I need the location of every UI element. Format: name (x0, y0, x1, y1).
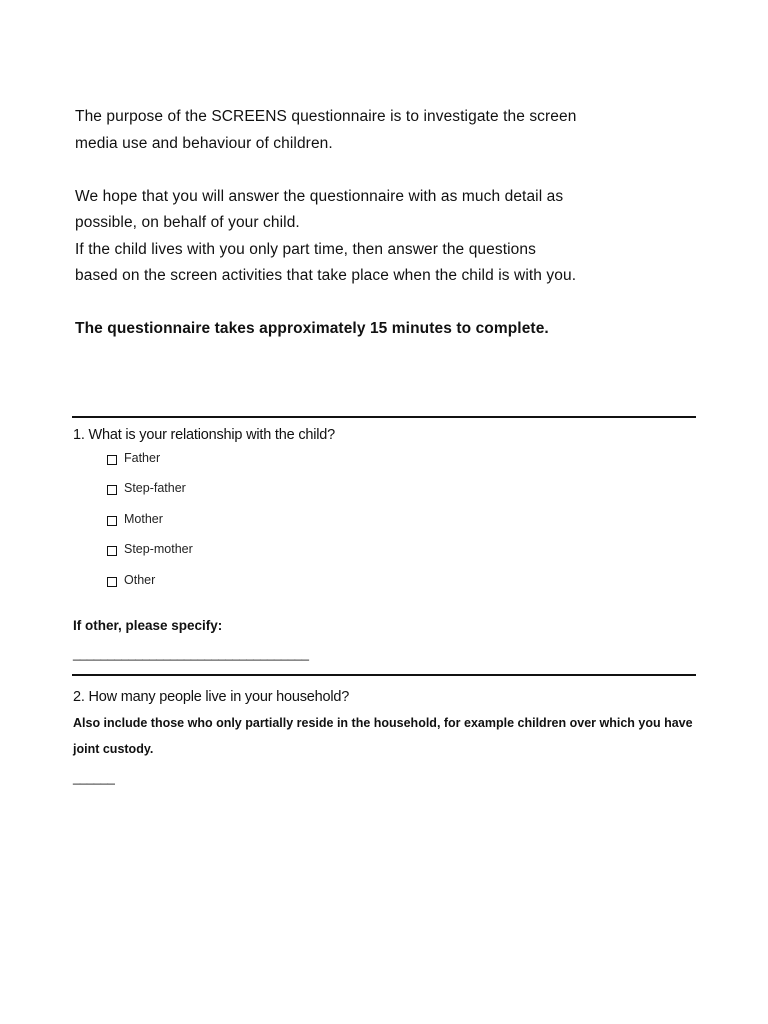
intro-line: media use and behaviour of children. (75, 134, 333, 152)
question-1-options (107, 451, 193, 603)
option-step-father[interactable] (107, 481, 193, 511)
option-label: Step-mother (124, 542, 193, 557)
section-divider (72, 674, 696, 676)
option-label: Father (124, 451, 161, 465)
checkbox[interactable] (107, 516, 117, 526)
section-divider (72, 416, 696, 418)
other-specify-field[interactable]: __________________________________ (73, 646, 309, 661)
duration-note: The questionnaire takes approximately 15 minutes to complete. (75, 320, 549, 337)
household-count-field[interactable]: ______ (73, 770, 115, 785)
intro-line: based on the screen activities that take place when the child is with you. (75, 267, 577, 284)
intro-line: possible, on behalf of your child. (75, 214, 300, 231)
intro-text (75, 104, 695, 343)
intro-line: We hope that you will answer the questionnaire with as much detail as (75, 187, 564, 205)
checkbox[interactable] (107, 577, 117, 587)
checkbox[interactable] (107, 455, 117, 465)
option-father[interactable] (107, 451, 193, 481)
intro-line: The purpose of the SCREENS questionnaire is to investigate the screen (75, 108, 577, 125)
option-mother[interactable] (107, 512, 193, 542)
option-label: Other (124, 572, 156, 587)
checkbox[interactable] (107, 546, 117, 556)
question-1-title: 1. What is your relationship with the child? (73, 427, 335, 443)
option-label: Mother (124, 511, 163, 526)
other-specify-label: If other, please specify: (73, 618, 223, 633)
option-label: Step-father (124, 481, 186, 496)
question-2-title: 2. How many people live in your household? (73, 689, 350, 705)
option-step-mother[interactable] (107, 542, 193, 572)
intro-line: If the child lives with you only part time, then answer the questions (75, 240, 536, 258)
question-2-note: Also include those who only partially reside in the household, for example children over which you have joint custody. (73, 716, 693, 756)
checkbox[interactable] (107, 485, 117, 495)
option-other[interactable] (107, 573, 193, 603)
